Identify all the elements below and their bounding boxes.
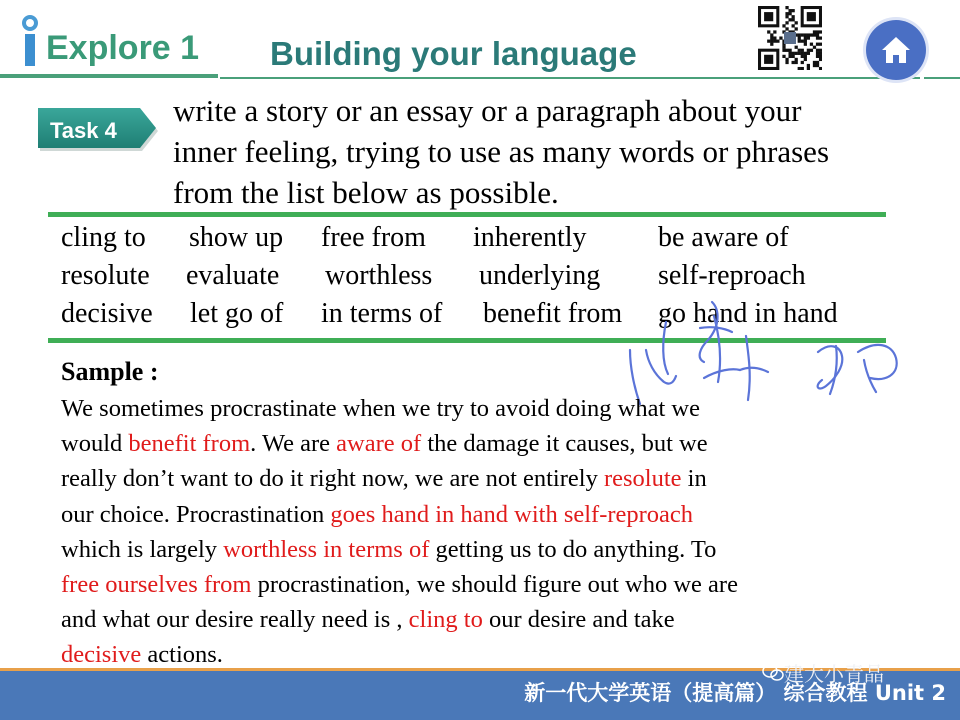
sample-text: and what our desire really need is , [61, 606, 409, 634]
page-title: Building your language [270, 35, 637, 72]
sample-line [61, 497, 941, 532]
highlighted-phrase: decisive [61, 641, 142, 669]
word-item: show up [189, 222, 284, 253]
sample-line [61, 426, 941, 461]
highlighted-phrase: aware of [336, 430, 422, 458]
sample-text: . We are [250, 430, 337, 458]
sample-line [61, 532, 941, 567]
sample-text: would [61, 430, 129, 458]
sample-text: procrastination, we should figure out who we are [251, 571, 738, 599]
sample-text: our choice. Procrastination [61, 500, 331, 528]
highlighted-phrase: free ourselves from [61, 571, 252, 599]
word-item: benefit from [483, 298, 623, 329]
sample-text: getting us to do anything. To [429, 535, 717, 563]
header-divider [220, 77, 920, 79]
sample-text: our desire and take [482, 606, 675, 634]
sample-line [61, 602, 941, 637]
word-item: self-reproach [658, 260, 806, 291]
instruction-line: from the list below as possible. [173, 175, 559, 210]
home-button[interactable] [866, 20, 926, 80]
instruction-line: write a story or an essay or a paragraph about your [173, 93, 802, 128]
word-item: free from [321, 222, 426, 253]
word-item: let go of [190, 298, 284, 329]
word-item: resolute [61, 260, 150, 291]
sample-text: really don’t want to do it right now, we are not entirely [61, 465, 604, 493]
sample-title: Sample : [61, 357, 159, 386]
word-item: inherently [473, 222, 587, 253]
sample-line [61, 391, 941, 426]
word-item: evaluate [186, 260, 280, 291]
sample-line [61, 461, 941, 496]
task-label: Task 4 [50, 118, 117, 143]
word-item: go hand in hand [658, 298, 838, 329]
logo-text: Explore 1 [46, 29, 200, 67]
word-row [61, 222, 901, 260]
watermark: 建大小青晶 [784, 662, 884, 686]
sample-text: the damage it causes, but we [421, 430, 708, 458]
sample-text: We sometimes procrastinate when we try to avoid doing what we [61, 395, 700, 422]
instruction-line: inner feeling, trying to use as many words or phrases [173, 134, 830, 169]
sample-paragraph [61, 391, 941, 673]
word-list-top-rule [48, 212, 886, 217]
sample-text: actions. [141, 641, 223, 669]
word-item: cling to [61, 222, 146, 253]
highlighted-phrase: goes hand in hand with self-reproach [330, 500, 694, 528]
word-item: decisive [61, 298, 153, 329]
word-item: worthless [325, 260, 433, 291]
highlighted-phrase: benefit from [128, 430, 251, 458]
logo-i-icon [18, 14, 42, 66]
home-icon [879, 33, 913, 67]
header-divider-right [924, 77, 960, 79]
logo-underline [0, 74, 218, 78]
sample-text: which is largely [61, 535, 224, 563]
highlighted-phrase: worthless in terms of [223, 535, 430, 563]
footer-course-title: 新一代大学英语（提高篇） 综合教程 Unit 2 [524, 681, 946, 705]
highlighted-phrase: cling to [408, 606, 483, 634]
highlighted-phrase: resolute [603, 465, 682, 493]
sample-text: in [681, 465, 707, 493]
word-item: in terms of [321, 298, 443, 329]
sample-line [61, 567, 941, 602]
word-item: underlying [479, 260, 601, 291]
word-item: be aware of [658, 222, 789, 253]
qr-code-icon [758, 6, 822, 70]
task-instruction [173, 90, 933, 213]
